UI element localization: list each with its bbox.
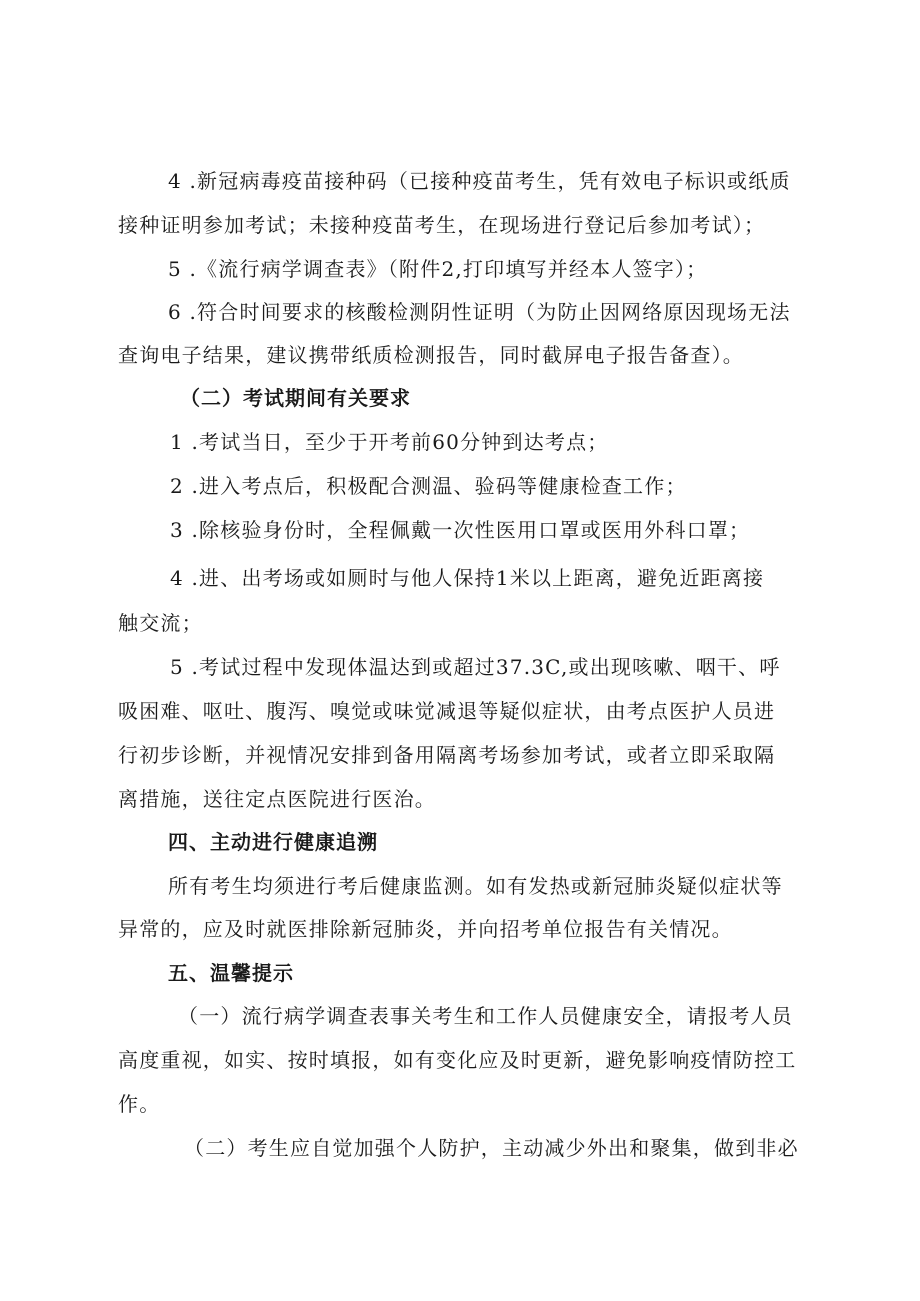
paragraph-line: （二）考生应自觉加强个人防护，主动减少外出和聚集，做到非必: [184, 1136, 799, 1160]
paragraph-line: 吸困难、呕吐、腹泻、嗅觉或味觉减退等疑似症状，由考点医护人员进: [118, 699, 776, 723]
paragraph-line: （一）流行病学调查表事关考生和工作人员健康安全，请报考人员: [178, 1004, 793, 1028]
paragraph-line: 作。: [118, 1092, 161, 1116]
paragraph-line: 3 .除核验身份时，全程佩戴一次性医用口罩或医用外科口罩；: [170, 518, 751, 542]
paragraph-line: 5 .考试过程中发现体温达到或超过37.3C,或出现咳嗽、咽干、呼: [170, 655, 781, 679]
paragraph-line: 4 .新冠病毒疫苗接种码（已接种疫苗考生，凭有效电子标识或纸质: [168, 169, 791, 193]
paragraph-line: 触交流；: [118, 611, 203, 635]
paragraph-line: 离措施，送往定点医院进行医治。: [118, 787, 436, 811]
section-heading: （二）考试期间有关要求: [180, 386, 411, 410]
paragraph-line: 6 .符合时间要求的核酸检测阴性证明（为防止因网络原因现场无法: [168, 300, 791, 324]
paragraph-line: 4 .进、出考场或如厕时与他人保持1米以上距离，避免近距离接: [170, 566, 765, 590]
paragraph-line: 高度重视，如实、按时填报，如有变化应及时更新，避免影响疫情防控工: [118, 1048, 797, 1072]
paragraph-line: 接种证明参加考试；未接种疫苗考生，在现场进行登记后参加考试）；: [118, 213, 766, 237]
paragraph-line: 异常的，应及时就医排除新冠肺炎，并向招考单位报告有关情况。: [118, 917, 733, 941]
section-heading: 四、主动进行健康追溯: [168, 830, 378, 854]
paragraph-line: 1 .考试当日，至少于开考前60分钟到达考点；: [170, 430, 609, 454]
paragraph-line: 查询电子结果，建议携带纸质检测报告，同时截屏电子报告备查）。: [118, 343, 744, 367]
paragraph-line: 所有考生均须进行考后健康监测。如有发热或新冠肺炎疑似症状等: [168, 874, 783, 898]
section-heading: 五、温馨提示: [168, 961, 294, 985]
paragraph-line: 行初步诊断，并视情况安排到备用隔离考场参加考试，或者立即采取隔: [118, 743, 776, 767]
paragraph-line: 2 .进入考点后，积极配合测温、验码等健康检查工作；: [170, 474, 687, 498]
paragraph-line: 5 .《流行病学调查表》（附件2,打印填写并经本人签字）；: [168, 257, 708, 281]
